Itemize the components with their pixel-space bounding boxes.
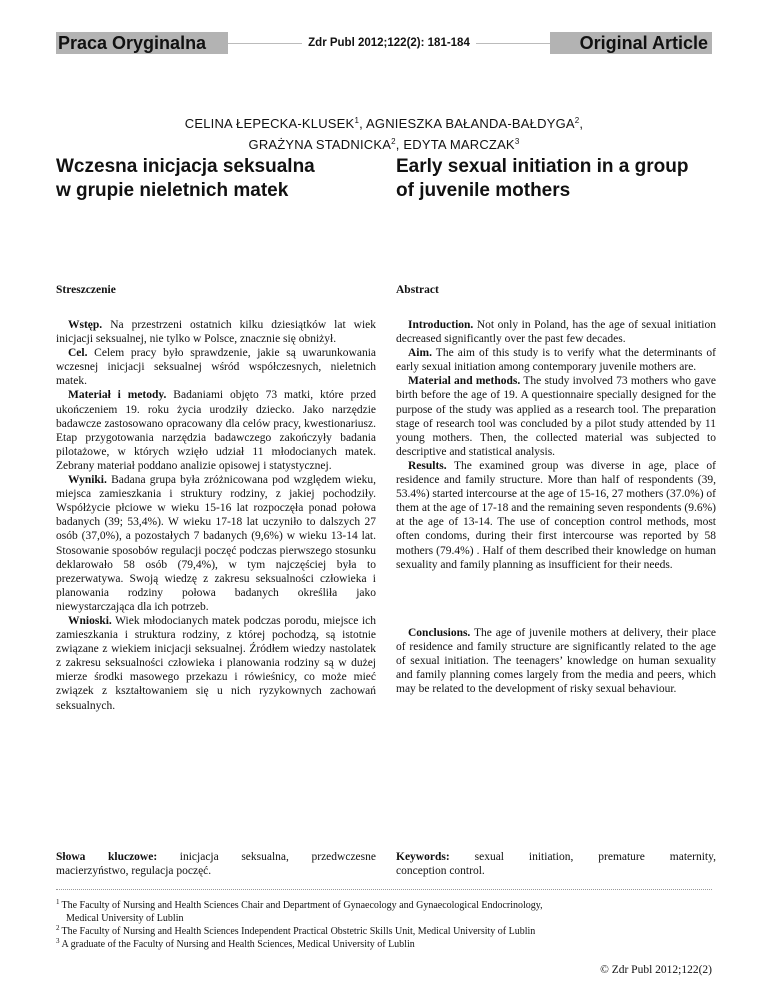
author-separator: ,: [395, 137, 404, 152]
aim-label-en: Aim.: [408, 347, 432, 360]
title-pl-line-1: Wczesna inicjacja seksualna: [56, 156, 315, 177]
methods-text-pl: Badaniami objęto 73 matki, które przed ukończeniem 19. roku życia urodziły dziecko. Jako narzędzie badawcze zastosowano opracowany dla celów pracy, kwestionariusz. Etap przygotowania narzędzia badawczego zakończyły badania pilotażowe, w których wzięło udział 11 młodocianych matek. Zebrany materiał poddano analizie opisowej i statystycznej.: [56, 389, 376, 472]
footnote-2-number: 2: [56, 924, 60, 932]
abstract-results-pl: [56, 473, 376, 614]
keywords-text-en-1: sexual initiation, premature maternity,: [474, 851, 716, 863]
keywords-pl: [56, 850, 376, 878]
abstract-conclusions-en: [396, 626, 716, 696]
abstract-body-en: [396, 318, 716, 572]
abstract-aim-pl: [56, 346, 376, 388]
author-line-2: [56, 133, 712, 154]
abstract-conclusions-pl: [56, 614, 376, 713]
results-label-en: Results.: [408, 459, 447, 472]
title-pl-line-2: w grupie nieletnich matek: [56, 180, 289, 201]
aim-text-en: The aim of this study is to verify what the determinants of early sexual initiation among contemporary juvenile mothers are.: [396, 347, 716, 374]
keywords-en: [396, 850, 716, 878]
title-en-line-1: Early sexual initiation in a group: [396, 156, 689, 177]
methods-label-en: Material and methods.: [408, 375, 521, 388]
footnote-1-line-2: Medical University of Lublin: [66, 912, 184, 924]
intro-label-en: Introduction.: [408, 319, 474, 331]
intro-text-en: Not only in Poland, has the age of sexual initiation decreased significantly over the past few decades.: [396, 319, 716, 346]
methods-text-en: The study involved 73 mothers who gave birth before the age of 19. A questionnaire specially designed for the purpose of the study was applied as a research tool. The preparation stage of research tool was concluded by a pilot study attended by 11 young mothers. Then, the collected material was subjected to descriptive and statistical analysis.: [396, 375, 716, 458]
footnote-1-line-1: [56, 896, 712, 913]
author-name: GRAŻYNA STADNICKA: [248, 137, 392, 152]
copyright-notice: © Zdr Publ 2012;122(2): [600, 964, 712, 976]
keywords-pl-line-2: macierzyństwo, regulacja poczęć.: [56, 865, 212, 878]
author-affiliation-mark: 1: [354, 116, 360, 125]
abstract-methods-pl: [56, 388, 376, 473]
article-type-label-en: [550, 32, 712, 54]
journal-citation: [228, 37, 550, 49]
conclusions-text-en: The age of juvenile mothers at delivery, their place of residence and family structure are significantly related to the age of sexual initiation. The teenagers’ knowledge on human sexuality and family planning comes largely from the media and peers, which may be related to the development of risky sexual behaviour.: [396, 627, 716, 696]
abstract-aim-en: [396, 346, 716, 374]
abstract-results-en: [396, 459, 716, 572]
conclusions-label-en: Conclusions.: [408, 627, 471, 639]
journal-citation-text: Zdr Publ 2012;122(2): 181-184: [302, 37, 476, 49]
conclusions-text-pl: Wiek młodocianych matek podczas porodu, miejsce ich zamieszkania i struktura rodziny, z której pochodzą, są istotnie związane z wiekiem inicjacji seksualnej. Źródłem wiedzy nastolatek z zakresu seksualności człowieka i planowania rodziny są w dużej mierze środki masowego przekazu i rówieśnicy, co może mieć związek z kształtowaniem się u nich ryzykownych zachowań seksualnych.: [56, 614, 376, 712]
author-name: EDYTA MARCZAK: [403, 137, 515, 152]
running-header: [56, 32, 712, 54]
keywords-text-pl-1: inicjacja seksualna, przedwczesne: [179, 851, 376, 863]
footnote-divider: [56, 889, 712, 890]
author-separator: ,: [359, 116, 367, 131]
keywords-en-line-2: conception control.: [396, 865, 485, 878]
author-name: CELINA ŁEPECKA-KLUSEK: [184, 116, 355, 131]
article-title-pl: [56, 155, 376, 203]
abstract-intro-en: [396, 318, 716, 346]
footnote-1-number: 1: [56, 898, 60, 906]
article-title-en: [396, 155, 716, 203]
aim-label-pl: Cel.: [68, 347, 88, 360]
footnote-1-text: The Faculty of Nursing and Health Sciences Chair and Department of Gynaecology and Gynaecological Endocrinology,: [61, 900, 543, 911]
abstract-heading-pl: Streszczenie: [56, 284, 116, 296]
author-line-1: [56, 112, 712, 133]
author-list: [56, 112, 712, 154]
footnote-3-text: A graduate of the Faculty of Nursing and Health Sciences, Medical University of Lublin: [61, 939, 415, 950]
aim-text-pl: Celem pracy było sprawdzenie, jakie są uwarunkowania wczesnej inicjacji seksualnej wśród współczesnych, nieletnich matek.: [56, 347, 376, 388]
conclusions-label-pl: Wnioski.: [68, 614, 112, 627]
abstract-intro-pl: [56, 318, 376, 346]
results-label-pl: Wyniki.: [68, 474, 107, 487]
keywords-label-en: Keywords:: [396, 851, 450, 863]
abstract-conclusions-block-en: [396, 626, 716, 696]
author-name: AGNIESZKA BAŁANDA-BAŁDYGA: [366, 116, 575, 131]
results-text-en: The examined group was diverse in age, place of residence and family structure. More than half of respondents (39, 53.4%) started intercourse at the age of 15-16, 27 mothers (37.0%) of them at the age of 17-18 and the remaining seven respondents (9.6%) at the age of 13-14. The use of conception control methods, most often condoms, during their first intercourse was reported by 58 mothers (79.4%) . Half of them described their knowledge on human sexuality and family planning as insufficient for their needs.: [396, 459, 716, 571]
keywords-pl-line-1: [56, 850, 376, 864]
abstract-methods-en: [396, 374, 716, 459]
footnote-3: [56, 935, 712, 952]
footnote-3-number: 3: [56, 937, 60, 945]
footnote-2-text: The Faculty of Nursing and Health Sciences Independent Practical Obstetric Skills Unit, Medical University of Lublin: [61, 926, 536, 937]
methods-label-pl: Materiał i metody.: [68, 389, 167, 402]
intro-text-pl: Na przestrzeni ostatnich kilku dziesiątków lat wiek inicjacji seksualnej, nie tylko w Polsce, znacznie się obniżył.: [56, 319, 376, 346]
results-text-pl: Badana grupa była zróżnicowana pod względem wieku, miejsca zamieszkania i struktury rodziny, z jakiej pochodziły. Współżycie płciowe w wieku 15-16 lat rozpoczęła ponad połowa badanych (39; 53,4%). W wieku 17-18 lat uczyniło to dalszych 27 osób (37,0%), a pozostałych 7 badanych (9,6%) w wieku 13-14 lat. Stosowanie sposobów regulacji poczęć podczas pierwszego stosunku deklarowało 58 osób (79,4%), w tym najczęściej była to prezerwatywa. Swoją wiedzę z zakresu seksualności człowieka i planowania rodziny połowa badanych określiła jako niewystarczająca dla ich potrzeb.: [56, 474, 376, 613]
article-type-text-pl: Praca Oryginalna: [58, 33, 207, 53]
abstract-body-pl: [56, 318, 376, 713]
author-affiliation-mark: 2: [574, 116, 580, 125]
author-affiliation-mark: 2: [391, 137, 396, 146]
author-affiliation-mark: 3: [514, 137, 520, 146]
author-separator: ,: [579, 116, 584, 131]
article-type-text-en: Original Article: [579, 33, 708, 53]
abstract-heading-en: Abstract: [396, 284, 439, 296]
keywords-label-pl: Słowa kluczowe:: [56, 851, 158, 863]
title-en-line-2: of juvenile mothers: [396, 180, 571, 201]
keywords-en-line-1: [396, 850, 716, 864]
intro-label-pl: Wstęp.: [68, 319, 103, 331]
article-type-label-pl: [56, 32, 228, 54]
